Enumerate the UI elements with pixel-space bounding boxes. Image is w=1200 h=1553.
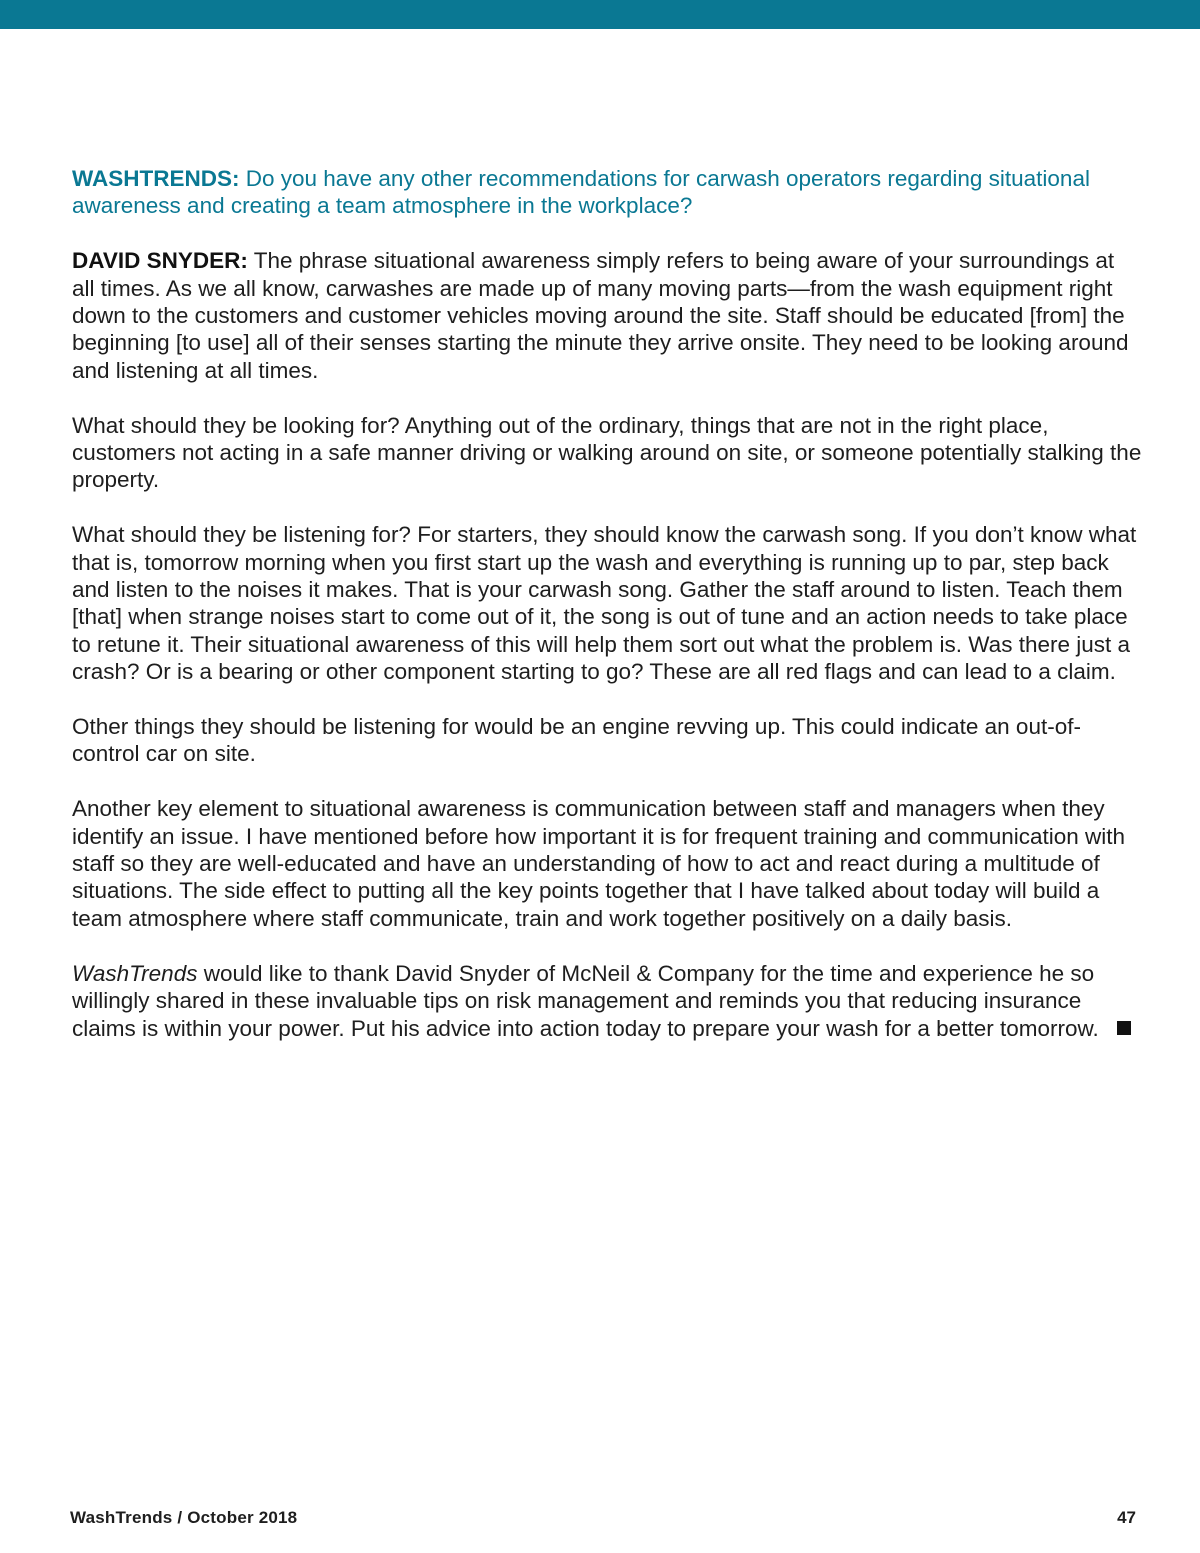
paragraph-engine-revving: Other things they should be listening for would be an engine revving up. This could indicate an out-of-control car on site. [72,714,1081,767]
paragraph-looking-for: What should they be looking for? Anything out of the ordinary, things that are not in the right place, customers not acting in a safe manner driving or walking around on site, or someone potentially stalking the property. [72,412,1142,493]
publication-name: WashTrends [72,960,198,986]
question-text: Do you have any other recommendations for carwash operators regarding situational awareness and creating a team atmosphere in the workplace? [72,166,1090,219]
closing-text: would like to thank David Snyder of McNeil & Company for the time and experience he so willingly shared in these invaluable tips on risk management and reminds you that reducing insurance claims is within your power. Put his advice into action today to prepare your wash for a better tomorrow. [72,960,1099,1041]
paragraph-communication: Another key element to situational awareness is communication between staff and managers when they identify an issue. I have mentioned before how important it is for frequent training and communication with staff so they are well-educated and have an understanding of how to act and react during a multitude of situations. The side effect to putting all the key points together that I have talked about today will build a team atmosphere where staff communicate, train and work together positively on a daily basis. [72,796,1126,931]
header-accent-bar [0,0,1200,29]
question-label: WASHTRENDS: [72,166,240,191]
paragraph-listening-for: What should they be listening for? For starters, they should know the carwash song. If you don’t know what that is, tomorrow morning when you first start up the wash and everything is running up to par, step back and listen to the noises it makes. That is your carwash song. Gather the staff around to listen. Teach them [that] when strange noises start to come out of it, the song is out of tune and an action needs to take place to retune it. Their situational awareness of this will help them sort out what the problem is. Was there just a crash? Or is a bearing or other component starting to go? These are all red flags and can lead to a claim. [72,522,1137,685]
interview-question [72,165,1142,220]
closing-paragraph [72,960,1142,1042]
footer-page-number: 47 [1117,1508,1136,1527]
answer-label: DAVID SNYDER: [72,248,248,274]
end-of-article-square-icon [1117,1021,1131,1035]
interview-answer [72,247,1142,384]
article-body [72,165,1142,1069]
answer-text: The phrase situational awareness simply refers to being aware of your surroundings at all times. As we all know, carwashes are made up of many moving parts—from the wash equipment right down to the customers and customer vehicles moving around the site. Staff should be educated [from] the beginning [to use] all of their senses starting the minute they arrive onsite. They need to be looking around and listening at all times. [72,248,1129,383]
footer-publication-date: WashTrends / October 2018 [70,1508,298,1527]
